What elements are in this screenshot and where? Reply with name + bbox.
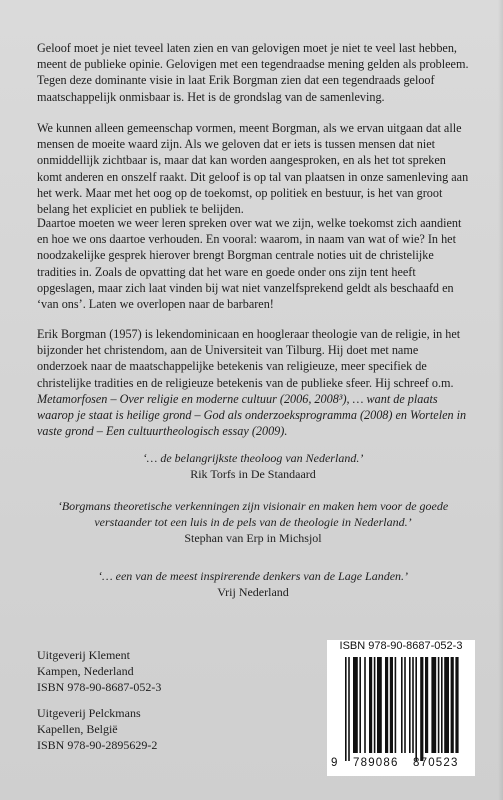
barcode-bar	[374, 657, 376, 753]
barcode-bar	[415, 657, 417, 761]
spine-shadow	[498, 0, 503, 800]
barcode-bar	[409, 657, 411, 753]
publisher-name: Uitgeverij Pelckmans	[37, 706, 141, 720]
barcode-bars	[345, 657, 459, 761]
barcode-bar	[390, 657, 393, 753]
barcode-bar	[438, 657, 440, 753]
blurb-paragraph-1: Geloof moet je niet teveel laten zien en van gelovigen moet je niet te veel last hebben, meent de publieke opinie. Gelovigen met een tegendraadse mening gelden als probleem. Tegen deze dominante visie in laat Erik Borgman zien dat een tegendraads geloof maatschappelijk onmisbaar is. Het is de grondslag van de samenleving.	[37, 41, 469, 104]
publisher-isbn: ISBN 978-90-8687-052-3	[37, 680, 162, 694]
barcode-bar	[441, 657, 443, 753]
review-quote-text: ‘Borgmans theoretische verkenningen zijn visionair en maken hem voor de goede verstaander tot een luis in de pels van de theologie in Nederland.’	[57, 499, 449, 529]
barcode-bar	[444, 657, 449, 753]
publisher-isbn: ISBN 978-90-2895629-2	[37, 738, 158, 752]
barcode-bar	[353, 657, 358, 753]
barcode-bar	[451, 657, 454, 753]
barcode-bar	[345, 657, 347, 761]
barcode-bar	[348, 657, 350, 761]
barcode-bar	[364, 657, 366, 753]
barcode-bar	[385, 657, 388, 753]
barcode-digits	[331, 757, 471, 769]
blurb-paragraph-3: Daartoe moeten we weer leren spreken over wat we zijn, welke toekomst zich aandient en hoe we ons daartoe verhouden. En vooral: waarom, in naam van wat of wie? In het noodzakelijke gesprek hierover brengt Borgman centrale noties uit de christelijke tradities in. Zoals de opvatting dat het ware en goede onder ons zijn tent heeft opgeslagen, maar zich laat vinden bij wat niet vanzelfsprekend geldt als beschaafd en ‘van ons’. Laten we overlopen naar de barbaren!	[37, 216, 462, 312]
publisher-name: Uitgeverij Klement	[37, 648, 130, 662]
barcode-bar	[431, 657, 436, 753]
publisher-place: Kapellen, België	[37, 722, 118, 736]
author-bio-works: Metamorfosen – Over religie en moderne cultuur (2006, 2008³), … want de plaats waarop je staat is heilige grond – God als onderzoeksprogramma (2008) en Wortelen in vaste grond – Een cultuurtheologisch essay (2009).	[37, 391, 467, 439]
review-quote-2	[37, 498, 469, 546]
barcode-bar	[412, 657, 414, 753]
barcode-first-digit: 9	[331, 757, 339, 769]
barcode-bar	[395, 657, 397, 753]
review-quote-text: ‘… de belangrijkste theoloog van Nederland.’	[142, 451, 364, 465]
barcode-bar	[455, 657, 458, 753]
barcode-bar	[377, 657, 382, 753]
barcode-bar	[369, 657, 372, 753]
barcode-bar	[420, 657, 423, 761]
barcode	[327, 640, 475, 776]
review-quote-source: Stephan van Erp in Michsjol	[184, 531, 322, 545]
barcode-left-digits: 789086	[353, 757, 399, 769]
review-quote-text: ‘… een van de meest inspirerende denkers van de Lage Landen.’	[97, 569, 409, 583]
review-quote-source: Vrij Nederland	[217, 585, 289, 599]
barcode-bar	[359, 657, 361, 753]
barcode-bar	[404, 657, 406, 753]
author-bio-text: Erik Borgman (1957) is lekendominicaan en hoogleraar theologie van de religie, in het bijzonder het christendom, aan de Universiteit van Tilburg. Hij doet met name onderzoek naar de maatschappelijke betekenis van religieuze, meer specifiek de christelijke tradities en de religieuze betekenis van de publieke sfeer. Hij schreef o.m.	[37, 327, 461, 390]
publisher-place: Kampen, Nederland	[37, 664, 134, 678]
barcode-right-digits: 870523	[413, 757, 459, 769]
blurb-paragraph-2: We kunnen alleen gemeenschap vormen, meent Borgman, als we ervan uitgaan dat alle mensen de moeite waard zijn. Als we geloven dat er iets is tussen mensen dat niet onmiddellijk zichtbaar is, maar dat kan worden aangesproken, en als het tot spreken komt anderen en onszelf raakt. Dit geloof is op tal van plaatsen in onze samenleving aan het werk. Maar met het oog op de toekomst, op politiek en bestuur, is het van groot belang het expliciet en publiek te belijden.	[37, 121, 469, 217]
review-quote-1	[37, 450, 469, 482]
barcode-bar	[401, 657, 403, 753]
publisher-klement	[37, 647, 161, 695]
author-bio	[37, 326, 469, 439]
review-quote-source: Rik Torfs in De Standaard	[190, 467, 316, 481]
barcode-bar	[425, 657, 428, 753]
review-quote-3	[37, 568, 469, 600]
barcode-isbn-label: ISBN 978-90-8687-052-3	[339, 640, 463, 652]
publisher-pelckmans	[37, 705, 157, 753]
